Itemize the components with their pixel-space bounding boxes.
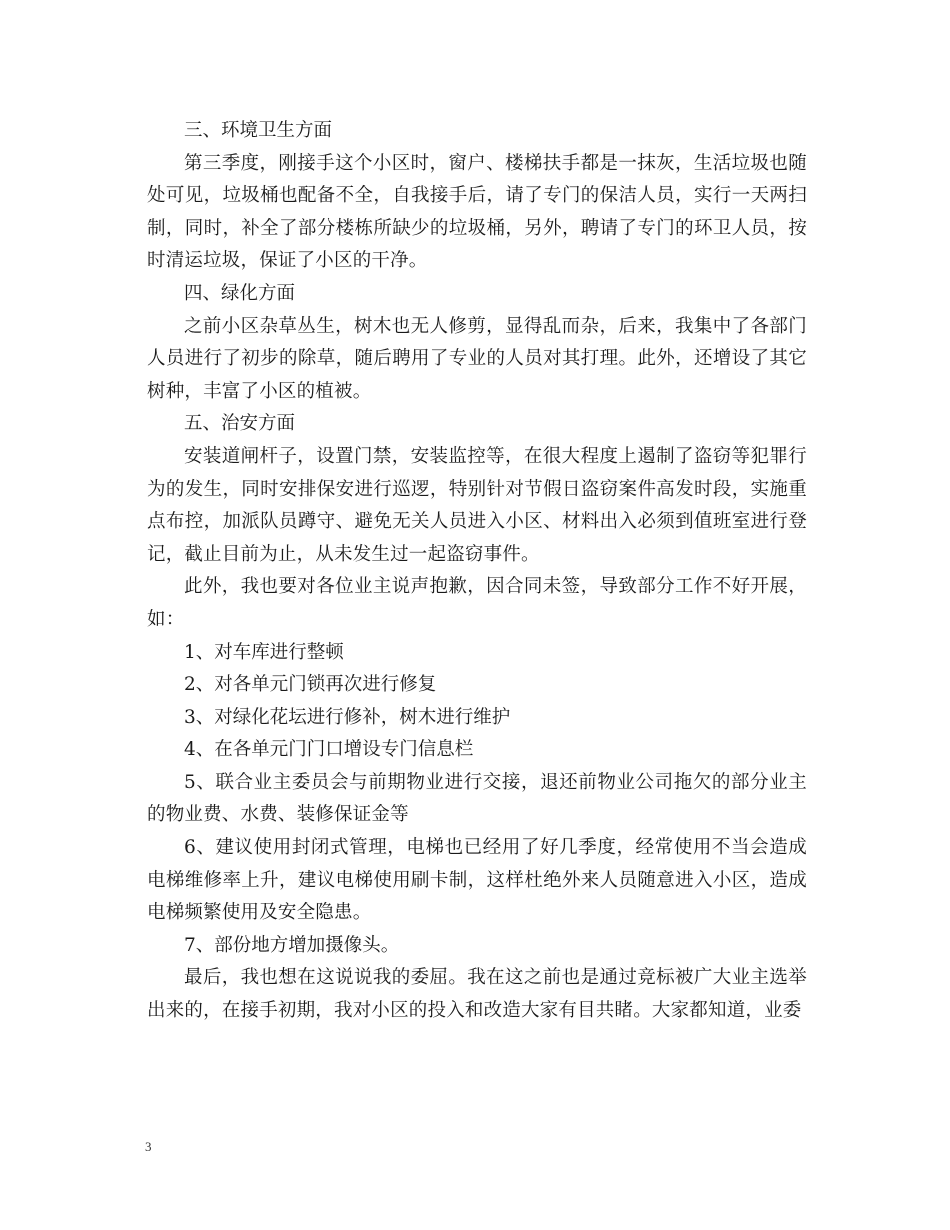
page-number: 3: [145, 1139, 152, 1154]
list-item-4: 4、在各单元门门口增设专门信息栏: [184, 739, 474, 761]
section-heading-environment: 三、环境卫生方面: [184, 120, 333, 141]
paragraph-apology: 此外，我也要对各位业主说声抱歉，因合同未签，导致部分工作不好开展，如：: [147, 576, 807, 630]
paragraph-environment: 第三季度，刚接手这个小区时，窗户、楼梯扶手都是一抹灰，生活垃圾也随处可见，垃圾桶也配备不全，自我接手后，请了专门的保洁人员，实行一天两扫制，同时，补全了部分楼栋所缺少的垃圾桶，另外，聘请了专门的环卫人员，按时清运垃圾，保证了小区的干净。: [147, 152, 807, 272]
paragraph-greening: 之前小区杂草丛生，树木也无人修剪，显得乱而杂，后来，我集中了各部门人员进行了初步的除草，随后聘用了专业的人员对其打理。此外，还增设了其它树种，丰富了小区的植被。: [147, 315, 807, 402]
paragraph-closing: 最后，我也想在这说说我的委屈。我在这之前也是通过竞标被广大业主选举出来的，在接手初期，我对小区的投入和改造大家有目共睹。大家都知道，业委: [147, 967, 807, 1022]
list-item-3: 3、对绿化花坛进行修补，树木进行维护: [184, 706, 511, 728]
list-item-1: 1、对车库进行整顿: [184, 641, 344, 663]
document-body: [147, 115, 807, 1028]
section-heading-security: 五、治安方面: [184, 413, 296, 435]
list-item-7: 7、部份地方增加摄像头。: [184, 934, 400, 956]
section-heading-greening: 四、绿化方面: [184, 282, 296, 304]
list-item-6: 6、建议使用封闭式管理，电梯也已经用了好几季度，经常使用不当会造成电梯维修率上升，建议电梯使用刷卡制，这样杜绝外来人员随意进入小区，造成电梯频繁使用及安全隐患。: [147, 837, 807, 924]
paragraph-security: 安装道闸杆子，设置门禁，安装监控等，在很大程度上遏制了盗窃等犯罪行为的发生，同时安排保安进行巡逻，特别针对节假日盗窃案件高发时段，实施重点布控，加派队员蹲守、避免无关人员进入小区、材料出入必须到值班室进行登记，截止目前为止，从未发生过一起盗窃事件。: [147, 445, 807, 565]
list-item-5: 5、联合业主委员会与前期物业进行交接，退还前物业公司拖欠的部分业主的物业费、水费、装修保证金等: [147, 771, 807, 826]
list-item-2: 2、对各单元门锁再次进行修复: [184, 674, 437, 696]
